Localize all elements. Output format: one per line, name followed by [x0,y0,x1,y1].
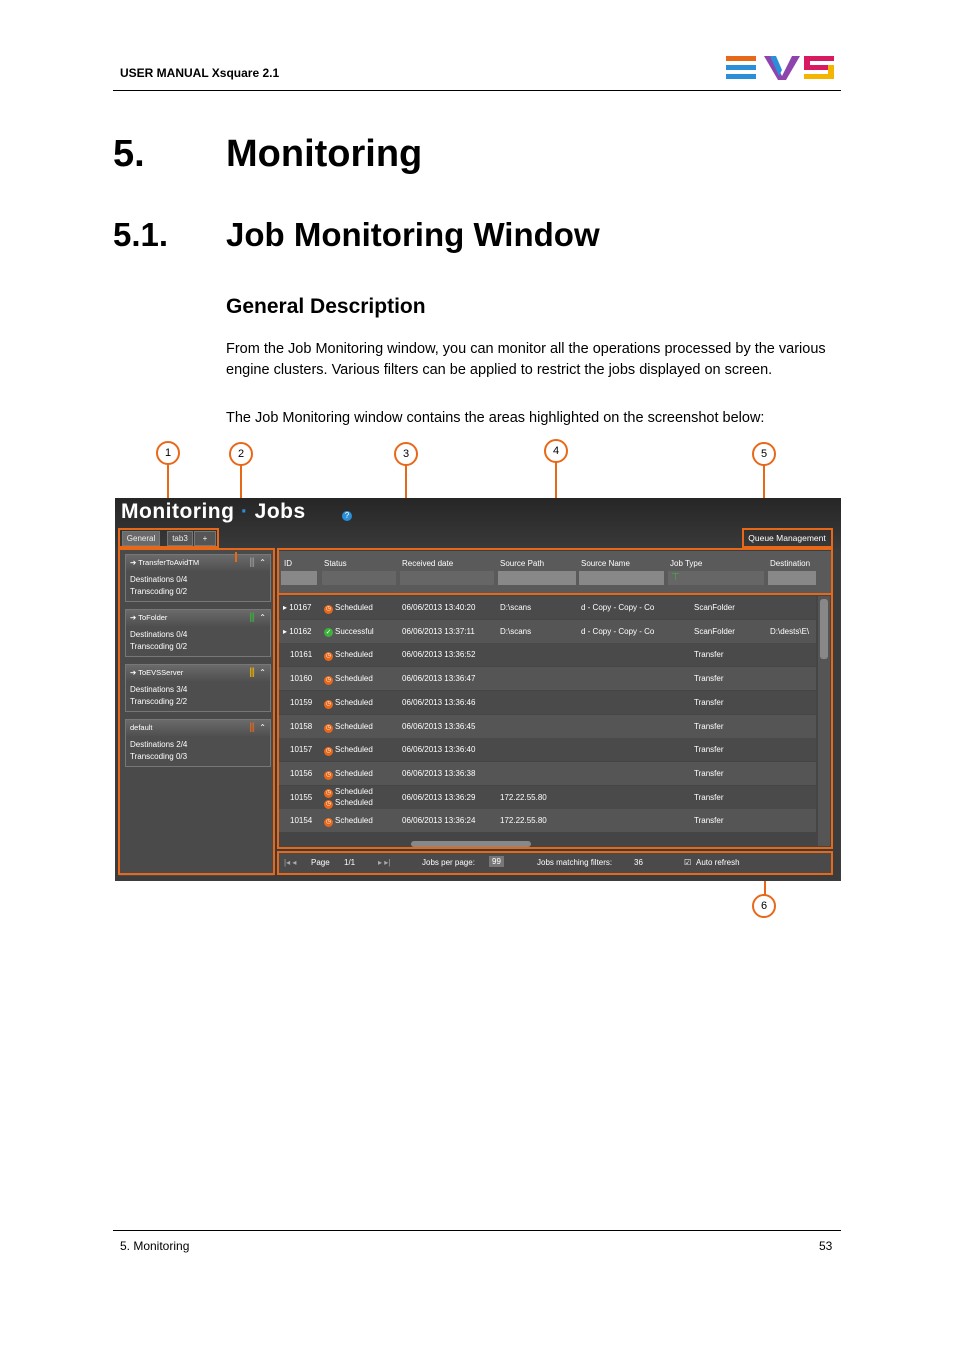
cell-date: 06/06/2013 13:36:40 [402,745,476,755]
cell-date: 06/06/2013 13:36:45 [402,721,476,731]
cell-id-text: 10157 [290,745,313,755]
status-text: Scheduled [335,697,373,707]
success-icon: ✓ [325,628,332,636]
cell-dest: D:\dests\E\ [770,626,810,636]
title-dot: · [240,500,249,523]
callout-6: 6 [752,894,776,918]
scheduled-icon: ◷ [325,771,332,778]
highlight-tabs [118,528,219,548]
header-title: USER MANUAL Xsquare 2.1 [120,66,280,80]
cluster-card-body [126,736,270,766]
collapse-icon[interactable]: ⌃ [259,668,266,677]
cell-id-text: 10162 [289,626,312,636]
cell-id-text: 10167 [289,603,312,612]
monitoring-title [121,500,306,524]
cell-type: ScanFolder [694,626,735,636]
col-status[interactable]: Status [324,559,347,568]
cluster-card-body [126,571,270,601]
cluster-card[interactable] [125,609,271,657]
col-received-date[interactable]: Received date [402,559,454,568]
cluster-name: TransferToAvidTM [138,558,200,567]
cell-name: d - Copy - Copy - Co [581,603,655,612]
cell-path: D:\scans [500,603,532,612]
cluster-destinations: Destinations 3/4 [130,685,188,694]
highlight-bars-marker [235,552,237,562]
cell-id-text: 10161 [290,650,313,660]
cluster-card-header [126,665,270,681]
callout-4: 4 [544,439,568,463]
highlight-grid [277,593,833,849]
cluster-destinations: Destinations 0/4 [130,630,188,639]
jobs-matching-value: 36 [634,858,643,867]
chapter-title: Monitoring [226,133,423,175]
cell-id-text: 10155 [290,792,313,802]
next-page-icon[interactable]: ▸ ▸| [378,858,391,867]
header-rule [113,90,841,91]
cell-type: Transfer [694,674,724,684]
scheduled-icon: ◷ [325,677,332,684]
highlight-filters [277,548,833,595]
footer-rule [113,1230,841,1231]
cluster-name: default [130,723,153,732]
evs-logo [726,54,834,82]
collapse-icon[interactable]: ⌃ [259,613,266,622]
paragraph: The Job Monitoring window contains the areas highlighted on the screenshot below: [226,410,765,426]
status-text: Scheduled [335,674,373,684]
tab-tab3[interactable]: tab3 [167,531,193,546]
scheduled-icon: ◷ [325,700,332,707]
arrow-icon: ➔ [130,668,137,677]
footer-page-number: 53 [819,1239,833,1253]
cluster-card-header [126,720,270,736]
cell-date: 06/06/2013 13:36:29 [402,792,476,802]
cluster-card-header [126,555,270,571]
status-text: Scheduled [335,768,373,778]
scheduled-icon: ◷ [325,748,332,755]
tab-general[interactable]: General [122,531,160,546]
first-page-icon[interactable]: |◂ ◂ [284,858,297,867]
chapter-number: 5. [113,133,145,175]
cell-type: Transfer [694,745,724,755]
arrow-icon: ➔ [130,558,137,567]
cluster-transcoding: Transcoding 2/2 [130,697,188,706]
status-text: Scheduled [335,786,373,796]
section-title: Job Monitoring Window [226,216,600,253]
cell-type: Transfer [694,697,724,707]
cluster-transcoding: Transcoding 0/3 [130,752,188,761]
status-text: Scheduled [335,603,373,612]
collapse-icon[interactable]: ⌃ [259,723,266,732]
callout-2: 2 [229,442,253,466]
callout-3: 3 [394,442,418,466]
scheduled-icon: ◷ [325,789,332,796]
cell-type: Transfer [694,650,724,660]
cluster-card-body [126,681,270,711]
cell-type: Transfer [694,721,724,731]
status-text: Successful [335,626,374,636]
cell-path: D:\scans [500,626,532,636]
scheduled-icon: ◷ [325,819,332,826]
cell-date: 06/06/2013 13:36:52 [402,650,476,660]
cell-id-text: 10158 [290,721,313,731]
cell-type: Transfer [694,816,724,826]
cell-type: Transfer [694,768,724,778]
cell-type: ScanFolder [694,603,735,612]
col-source-path[interactable]: Source Path [500,559,545,568]
cell-id-text: 10159 [290,697,313,707]
monitoring-screenshot [115,498,841,881]
cluster-destinations: Destinations 2/4 [130,740,188,749]
status-text: Scheduled [335,721,373,731]
help-icon[interactable]: ? [342,511,352,521]
cluster-name: ToEVSServer [138,668,184,677]
cluster-card[interactable] [125,554,271,602]
arrow-icon: ➔ [130,613,137,622]
expand-icon[interactable]: ▸ [283,626,290,636]
tab-add[interactable]: + [194,531,216,546]
cell-path: 172.22.55.80 [500,816,547,826]
cell-id-text: 10154 [290,816,313,826]
scheduled-icon: ◷ [325,724,332,731]
jobs-per-page-input[interactable]: 99 [489,856,504,867]
col-destination[interactable]: Destination [770,559,811,568]
auto-refresh-checkbox[interactable]: ☑ [684,858,692,867]
col-source-name[interactable]: Source Name [581,559,630,568]
cell-name: d - Copy - Copy - Co [581,626,655,636]
jobs-per-page-label: Jobs per page: [422,858,475,867]
cell-date: 06/06/2013 13:36:46 [402,697,476,707]
col-id[interactable]: ID [284,559,292,568]
cell-date: 06/06/2013 13:37:11 [402,626,475,636]
jobs-matching-label: Jobs matching filters: [537,858,613,867]
cell-id-text: 10160 [290,674,313,684]
cell-date: 06/06/2013 13:36:24 [402,816,476,826]
status-bars-icon: ||| [249,557,254,568]
status-bars-icon: ||| [249,612,254,623]
status-bars-icon: ||| [249,722,254,733]
cluster-card-body [126,626,270,656]
callout-1: 1 [156,441,180,465]
highlight-pager [277,851,833,875]
cluster-card-header [126,610,270,626]
highlight-queue [742,528,833,548]
cluster-transcoding: Transcoding 0/2 [130,642,188,651]
col-job-type[interactable]: Job Type [670,559,703,568]
scheduled-icon: ◷ [325,653,332,660]
auto-refresh-label: Auto refresh [696,858,740,867]
cell-type: Transfer [694,792,724,802]
page-label: Page [311,858,330,867]
monitoring-title-right: Jobs [254,500,306,523]
cluster-card[interactable] [125,719,271,767]
collapse-icon[interactable]: ⌃ [259,558,266,567]
cluster-destinations: Destinations 0/4 [130,575,188,584]
cluster-name: ToFolder [138,613,168,622]
cluster-card[interactable] [125,664,271,712]
status-text: Scheduled [335,816,373,826]
page-value: 1/1 [344,858,356,867]
subsection-title: General Description [226,295,426,318]
callout-5: 5 [752,442,776,466]
paragraph: From the Job Monitoring window, you can monitor all the operations processed by the various engine clusters. Various filters can be applied to restrict the jobs displayed on screen. [226,341,826,378]
section-number: 5.1. [113,216,169,253]
monitoring-title-left: Monitoring [121,500,235,523]
cell-date: 06/06/2013 13:36:38 [402,768,476,778]
status-bars-icon: ||| [249,667,254,678]
expand-icon[interactable]: ▸ [283,603,290,612]
scheduled-icon: ◷ [325,800,332,807]
job-type-filter-icon[interactable]: ⊤ [668,571,764,585]
cell-id-text: 10156 [290,768,313,778]
queue-management-button[interactable]: Queue Management [748,533,826,543]
scheduled-icon: ◷ [325,606,332,612]
cell-path: 172.22.55.80 [500,792,547,802]
status-text: Scheduled [335,745,373,755]
status-text: Scheduled [335,797,373,807]
footer-section: 5. Monitoring [120,1239,190,1253]
cluster-transcoding: Transcoding 0/2 [130,587,188,596]
status-text: Scheduled [335,650,373,660]
cell-date: 06/06/2013 13:36:47 [402,674,476,684]
cell-date: 06/06/2013 13:40:20 [402,603,476,612]
